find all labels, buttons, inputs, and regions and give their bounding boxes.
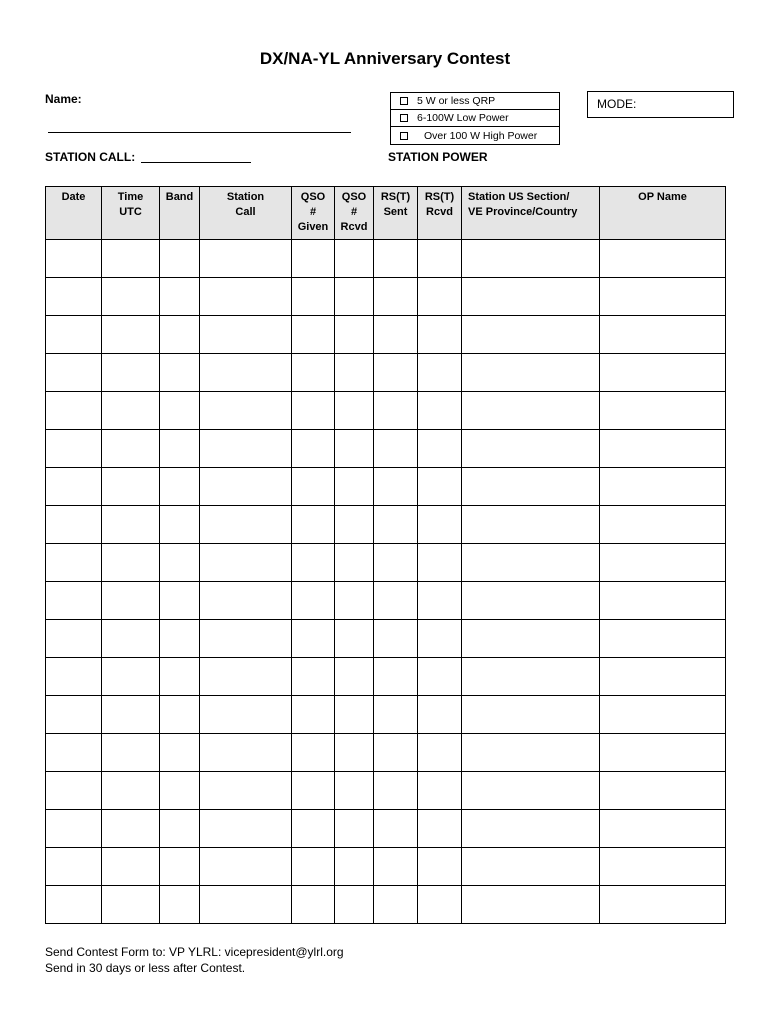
log-cell[interactable] <box>102 810 160 848</box>
log-cell[interactable] <box>418 734 462 772</box>
log-cell[interactable] <box>335 582 374 620</box>
log-cell[interactable] <box>374 886 418 924</box>
log-cell[interactable] <box>374 240 418 278</box>
log-cell[interactable] <box>418 658 462 696</box>
log-cell[interactable] <box>374 468 418 506</box>
table-row <box>46 810 726 848</box>
log-cell[interactable] <box>600 734 726 772</box>
log-cell[interactable] <box>418 810 462 848</box>
log-cell[interactable] <box>600 506 726 544</box>
station-power-options <box>390 92 560 145</box>
log-cell[interactable] <box>600 430 726 468</box>
log-cell[interactable] <box>46 848 102 886</box>
log-cell[interactable] <box>292 810 335 848</box>
column-header-text: VE Province/Country <box>468 206 578 218</box>
log-cell[interactable] <box>200 278 292 316</box>
log-cell[interactable] <box>374 810 418 848</box>
table-row <box>46 696 726 734</box>
column-header-text: Station US Section/ <box>468 191 570 203</box>
table-row <box>46 886 726 924</box>
column-header-text: Station <box>226 191 265 203</box>
contest-log-table <box>45 186 726 924</box>
log-cell[interactable] <box>160 620 200 658</box>
column-header-text: RS(T) <box>424 191 455 203</box>
log-cell[interactable] <box>374 278 418 316</box>
log-cell[interactable] <box>160 582 200 620</box>
log-cell[interactable] <box>335 620 374 658</box>
log-cell[interactable] <box>374 392 418 430</box>
log-cell[interactable] <box>102 278 160 316</box>
log-cell[interactable] <box>335 468 374 506</box>
name-input-line[interactable] <box>48 132 351 133</box>
log-cell[interactable] <box>374 696 418 734</box>
log-cell[interactable] <box>462 848 600 886</box>
table-row <box>46 430 726 468</box>
log-cell[interactable] <box>335 734 374 772</box>
column-header <box>374 187 418 240</box>
log-cell[interactable] <box>335 430 374 468</box>
log-cell[interactable] <box>160 734 200 772</box>
log-cell[interactable] <box>600 772 726 810</box>
log-cell[interactable] <box>335 354 374 392</box>
log-cell[interactable] <box>600 658 726 696</box>
log-cell[interactable] <box>102 544 160 582</box>
column-header-text: QSO <box>341 191 367 203</box>
log-cell[interactable] <box>418 240 462 278</box>
log-cell[interactable] <box>374 582 418 620</box>
log-cell[interactable] <box>200 734 292 772</box>
log-cell[interactable] <box>462 316 600 354</box>
checkbox-icon[interactable] <box>400 114 408 122</box>
log-cell[interactable] <box>46 886 102 924</box>
log-cell[interactable] <box>102 886 160 924</box>
log-cell[interactable] <box>160 240 200 278</box>
column-header-text: # <box>350 206 358 218</box>
log-cell[interactable] <box>374 658 418 696</box>
table-row <box>46 278 726 316</box>
log-cell[interactable] <box>200 810 292 848</box>
station-call-input-line[interactable] <box>141 162 251 163</box>
log-cell[interactable] <box>600 620 726 658</box>
log-cell[interactable] <box>292 734 335 772</box>
log-cell[interactable] <box>418 278 462 316</box>
log-cell[interactable] <box>102 658 160 696</box>
log-cell[interactable] <box>102 430 160 468</box>
table-row <box>46 240 726 278</box>
log-cell[interactable] <box>462 696 600 734</box>
log-cell[interactable] <box>46 696 102 734</box>
log-cell[interactable] <box>200 316 292 354</box>
log-cell[interactable] <box>292 696 335 734</box>
log-cell[interactable] <box>292 658 335 696</box>
log-cell[interactable] <box>200 506 292 544</box>
log-cell[interactable] <box>200 886 292 924</box>
column-header <box>462 187 600 240</box>
log-cell[interactable] <box>374 316 418 354</box>
log-cell[interactable] <box>335 506 374 544</box>
log-cell[interactable] <box>160 886 200 924</box>
log-cell[interactable] <box>335 772 374 810</box>
column-header-text: Rcvd <box>426 206 453 218</box>
log-cell[interactable] <box>46 658 102 696</box>
log-cell[interactable] <box>200 354 292 392</box>
log-cell[interactable] <box>160 696 200 734</box>
column-header <box>200 187 292 240</box>
column-header-text: Given <box>297 221 329 233</box>
column-header-text: RS(T) <box>380 191 411 203</box>
column-header-text: Date <box>61 191 86 203</box>
station-power-label: STATION POWER <box>388 150 488 164</box>
log-cell[interactable] <box>200 620 292 658</box>
log-cell[interactable] <box>292 886 335 924</box>
log-cell[interactable] <box>335 810 374 848</box>
column-header-text: Band <box>165 191 194 203</box>
log-cell[interactable] <box>102 316 160 354</box>
log-cell[interactable] <box>462 658 600 696</box>
log-cell[interactable] <box>46 392 102 430</box>
log-cell[interactable] <box>160 506 200 544</box>
log-cell[interactable] <box>46 354 102 392</box>
footer-send-to: Send Contest Form to: VP YLRL: vicepresident@ylrl.org <box>45 945 344 959</box>
log-cell[interactable] <box>462 354 600 392</box>
log-cell[interactable] <box>46 772 102 810</box>
log-cell[interactable] <box>374 620 418 658</box>
log-cell[interactable] <box>160 316 200 354</box>
log-cell[interactable] <box>200 848 292 886</box>
log-cell[interactable] <box>462 582 600 620</box>
column-header <box>600 187 726 240</box>
log-cell[interactable] <box>160 848 200 886</box>
log-cell[interactable] <box>418 354 462 392</box>
table-row <box>46 392 726 430</box>
log-cell[interactable] <box>292 392 335 430</box>
log-cell[interactable] <box>292 772 335 810</box>
log-cell[interactable] <box>462 430 600 468</box>
column-header-text: OP Name <box>638 191 687 203</box>
log-cell[interactable] <box>462 810 600 848</box>
log-cell[interactable] <box>600 544 726 582</box>
log-cell[interactable] <box>292 620 335 658</box>
log-cell[interactable] <box>600 392 726 430</box>
log-cell[interactable] <box>46 240 102 278</box>
log-cell[interactable] <box>462 734 600 772</box>
checkbox-icon[interactable] <box>400 132 408 140</box>
log-cell[interactable] <box>335 278 374 316</box>
log-cell[interactable] <box>46 810 102 848</box>
log-cell[interactable] <box>462 468 600 506</box>
log-cell[interactable] <box>418 468 462 506</box>
log-cell[interactable] <box>292 848 335 886</box>
table-row <box>46 582 726 620</box>
log-cell[interactable] <box>102 734 160 772</box>
log-cell[interactable] <box>200 772 292 810</box>
column-header <box>160 187 200 240</box>
log-cell[interactable] <box>462 544 600 582</box>
log-cell[interactable] <box>292 544 335 582</box>
log-cell[interactable] <box>374 354 418 392</box>
log-cell[interactable] <box>46 544 102 582</box>
log-cell[interactable] <box>335 544 374 582</box>
log-cell[interactable] <box>160 544 200 582</box>
power-option-low[interactable] <box>391 110 559 127</box>
column-header <box>292 187 335 240</box>
log-cell[interactable] <box>418 506 462 544</box>
log-cell[interactable] <box>160 392 200 430</box>
column-header <box>102 187 160 240</box>
log-cell[interactable] <box>600 278 726 316</box>
column-header-text: UTC <box>119 206 142 218</box>
log-cell[interactable] <box>102 506 160 544</box>
log-cell[interactable] <box>335 848 374 886</box>
log-cell[interactable] <box>160 810 200 848</box>
log-cell[interactable] <box>160 772 200 810</box>
log-cell[interactable] <box>160 658 200 696</box>
checkbox-icon[interactable] <box>400 97 408 105</box>
log-cell[interactable] <box>46 316 102 354</box>
log-cell[interactable] <box>462 240 600 278</box>
log-cell[interactable] <box>462 886 600 924</box>
log-cell[interactable] <box>600 886 726 924</box>
log-cell[interactable] <box>462 278 600 316</box>
mode-field[interactable] <box>587 91 734 118</box>
log-cell[interactable] <box>102 354 160 392</box>
log-cell[interactable] <box>418 772 462 810</box>
table-row <box>46 354 726 392</box>
log-cell[interactable] <box>335 696 374 734</box>
log-cell[interactable] <box>46 734 102 772</box>
log-cell[interactable] <box>102 696 160 734</box>
log-cell[interactable] <box>292 278 335 316</box>
column-header-text: Call <box>235 206 256 218</box>
log-cell[interactable] <box>200 240 292 278</box>
log-cell[interactable] <box>102 392 160 430</box>
log-cell[interactable] <box>200 544 292 582</box>
log-cell[interactable] <box>335 240 374 278</box>
column-header-text: Sent <box>383 206 408 218</box>
log-cell[interactable] <box>200 696 292 734</box>
power-option-label: Over 100 W High Power <box>424 129 538 142</box>
log-cell[interactable] <box>600 316 726 354</box>
log-cell[interactable] <box>600 468 726 506</box>
log-cell[interactable] <box>46 620 102 658</box>
table-row <box>46 734 726 772</box>
log-cell[interactable] <box>462 392 600 430</box>
column-header-text: Time <box>117 191 144 203</box>
station-call-label: STATION CALL: <box>45 150 136 164</box>
log-cell[interactable] <box>374 772 418 810</box>
log-cell[interactable] <box>292 354 335 392</box>
log-cell[interactable] <box>418 392 462 430</box>
log-cell[interactable] <box>418 886 462 924</box>
log-cell[interactable] <box>600 240 726 278</box>
log-cell[interactable] <box>292 468 335 506</box>
footer <box>45 944 344 976</box>
table-row <box>46 506 726 544</box>
log-cell[interactable] <box>102 468 160 506</box>
mode-label: MODE: <box>597 97 637 111</box>
log-cell[interactable] <box>160 354 200 392</box>
log-cell[interactable] <box>46 506 102 544</box>
table-row <box>46 316 726 354</box>
log-cell[interactable] <box>102 848 160 886</box>
power-option-label: 5 W or less QRP <box>417 95 496 107</box>
log-cell[interactable] <box>46 468 102 506</box>
log-cell[interactable] <box>160 468 200 506</box>
log-cell[interactable] <box>418 544 462 582</box>
table-row <box>46 772 726 810</box>
log-cell[interactable] <box>160 430 200 468</box>
log-cell[interactable] <box>600 354 726 392</box>
log-cell[interactable] <box>200 430 292 468</box>
power-option-high[interactable] <box>391 127 559 144</box>
log-cell[interactable] <box>374 544 418 582</box>
log-cell[interactable] <box>102 772 160 810</box>
log-cell[interactable] <box>335 392 374 430</box>
log-cell[interactable] <box>102 620 160 658</box>
log-cell[interactable] <box>292 316 335 354</box>
log-cell[interactable] <box>200 468 292 506</box>
power-option-label: 6-100W Low Power <box>417 112 509 124</box>
log-cell[interactable] <box>102 582 160 620</box>
log-cell[interactable] <box>600 848 726 886</box>
log-cell[interactable] <box>200 582 292 620</box>
log-cell[interactable] <box>418 620 462 658</box>
column-header-text: # <box>309 206 317 218</box>
page-title: DX/NA-YL Anniversary Contest <box>259 49 511 68</box>
log-cell[interactable] <box>418 848 462 886</box>
log-cell[interactable] <box>292 430 335 468</box>
column-header-text: QSO <box>300 191 326 203</box>
log-cell[interactable] <box>102 240 160 278</box>
log-cell[interactable] <box>418 582 462 620</box>
log-cell[interactable] <box>335 658 374 696</box>
column-header <box>335 187 374 240</box>
log-cell[interactable] <box>462 620 600 658</box>
log-cell[interactable] <box>418 430 462 468</box>
name-label: Name: <box>45 92 82 106</box>
log-cell[interactable] <box>462 506 600 544</box>
table-row <box>46 544 726 582</box>
column-header <box>46 187 102 240</box>
log-cell[interactable] <box>46 430 102 468</box>
log-cell[interactable] <box>418 696 462 734</box>
log-cell[interactable] <box>292 240 335 278</box>
table-row <box>46 848 726 886</box>
log-cell[interactable] <box>335 886 374 924</box>
log-cell[interactable] <box>335 316 374 354</box>
log-cell[interactable] <box>292 506 335 544</box>
footer-deadline: Send in 30 days or less after Contest. <box>45 961 246 975</box>
log-cell[interactable] <box>600 582 726 620</box>
log-cell[interactable] <box>600 696 726 734</box>
log-cell[interactable] <box>418 316 462 354</box>
log-cell[interactable] <box>200 658 292 696</box>
power-option-qrp[interactable] <box>391 93 559 110</box>
log-cell[interactable] <box>374 848 418 886</box>
table-header-row <box>46 187 726 240</box>
log-cell[interactable] <box>200 392 292 430</box>
log-cell[interactable] <box>46 582 102 620</box>
log-cell[interactable] <box>462 772 600 810</box>
table-row <box>46 468 726 506</box>
column-header <box>418 187 462 240</box>
log-cell[interactable] <box>160 278 200 316</box>
log-cell[interactable] <box>374 430 418 468</box>
table-row <box>46 658 726 696</box>
log-cell[interactable] <box>374 506 418 544</box>
log-cell[interactable] <box>374 734 418 772</box>
log-cell[interactable] <box>46 278 102 316</box>
table-row <box>46 620 726 658</box>
column-header-text: Rcvd <box>340 221 368 233</box>
log-cell[interactable] <box>292 582 335 620</box>
log-cell[interactable] <box>600 810 726 848</box>
